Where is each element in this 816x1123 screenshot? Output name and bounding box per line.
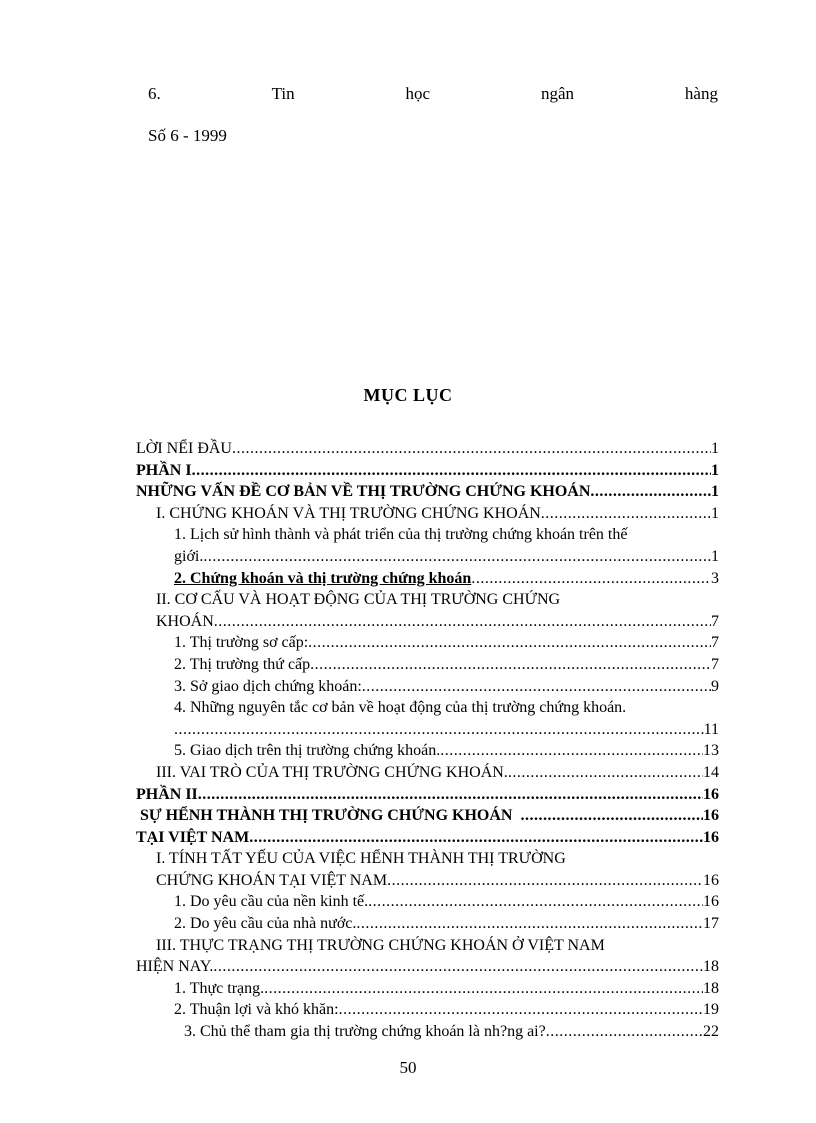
- toc-entry: 5. Giao dịch trên thị trường chứng khoán. ..... 13: [136, 742, 719, 764]
- toc-entry: 3. Chủ thể tham gia thị trường chứng khoán là nh?ng ai? ..... 22: [136, 1023, 719, 1045]
- toc-entry-line1: II. CƠ CẤU VÀ HOẠT ĐỘNG CỦA THỊ TRƯỜNG CHỨNG: [156, 591, 561, 609]
- toc-entry: SỰ HỂNH THÀNH THỊ TRƯỜNG CHỨNG KHOÁN ..... 16: [136, 807, 719, 829]
- reference-issue: Số 6 - 1999: [148, 126, 227, 145]
- ref-word: Tin: [271, 84, 295, 103]
- toc-entry: 1. Do yêu cầu của nền kinh tế. ..... 16: [136, 893, 719, 915]
- toc-entry: PHẦN I ..... 1: [136, 462, 719, 484]
- toc-entry: giới. ..... 1: [136, 548, 719, 570]
- toc-entry: 2. Thuận lợi và khó khăn: ..... 19: [136, 1001, 719, 1023]
- toc-entry-line1: 1. Lịch sử hình thành và phát triển của thị trường chứng khoán trên thế: [174, 526, 628, 544]
- toc-entry: TẠI VIỆT NAM ..... 16: [136, 829, 719, 851]
- toc-entry: LỜI NỂI ĐẦU ..... 1: [136, 440, 719, 462]
- toc-entry: NHỮNG VẤN ĐỀ CƠ BẢN VỀ THỊ TRƯỜNG CHỨNG KHOÁN ..... 1: [136, 483, 719, 505]
- toc-entry-line1: I. TÍNH TẤT YẾU CỦA VIỆC HỂNH THÀNH THỊ TRƯỜNG: [156, 850, 566, 868]
- toc-entry: PHẦN II ..... 16: [136, 786, 719, 808]
- toc-entry: KHOÁN ..... 7: [136, 613, 719, 635]
- toc-entry: 1. Thị trường sơ cấp: ..... 7: [136, 634, 719, 656]
- toc-entry: ..... 11: [136, 721, 719, 743]
- toc-entry: 1. Thực trạng. ..... 18: [136, 980, 719, 1002]
- ref-word: hàng: [684, 84, 718, 103]
- page-number: 50: [399, 1058, 417, 1077]
- toc-entry: HIỆN NAY. ..... 18: [136, 958, 719, 980]
- toc-entry: III. VAI TRÒ CỦA THỊ TRƯỜNG CHỨNG KHOÁN. ..... 14: [136, 764, 719, 786]
- toc-entry: I. CHỨNG KHOÁN VÀ THỊ TRƯỜNG CHỨNG KHOÁN ..... 1: [136, 505, 719, 527]
- toc-entry: 3. Sở giao dịch chứng khoán: ..... 9: [136, 678, 719, 700]
- table-of-contents: [136, 440, 719, 1045]
- ref-word: 6.: [148, 84, 161, 103]
- toc-entry-line1: 4. Những nguyên tắc cơ bản về hoạt động của thị trường chứng khoán.: [174, 699, 627, 717]
- toc-entry-line1: III. THỰC TRẠNG THỊ TRƯỜNG CHỨNG KHOÁN Ở VIỆT NAM: [156, 936, 605, 954]
- ref-word: học: [405, 84, 431, 103]
- ref-word: ngân: [540, 84, 575, 103]
- toc-entry: 2. Thị trường thứ cấp ..... 7: [136, 656, 719, 678]
- toc-entry: CHỨNG KHOÁN TẠI VIỆT NAM ..... 16: [136, 872, 719, 894]
- toc-title: MỤC LỤC: [363, 385, 453, 405]
- reference-line: [148, 84, 718, 104]
- toc-entry: 2. Chứng khoán và thị trường chứng khoán ..... 3: [136, 570, 719, 592]
- toc-entry: 2. Do yêu cầu của nhà nước. ..... 17: [136, 915, 719, 937]
